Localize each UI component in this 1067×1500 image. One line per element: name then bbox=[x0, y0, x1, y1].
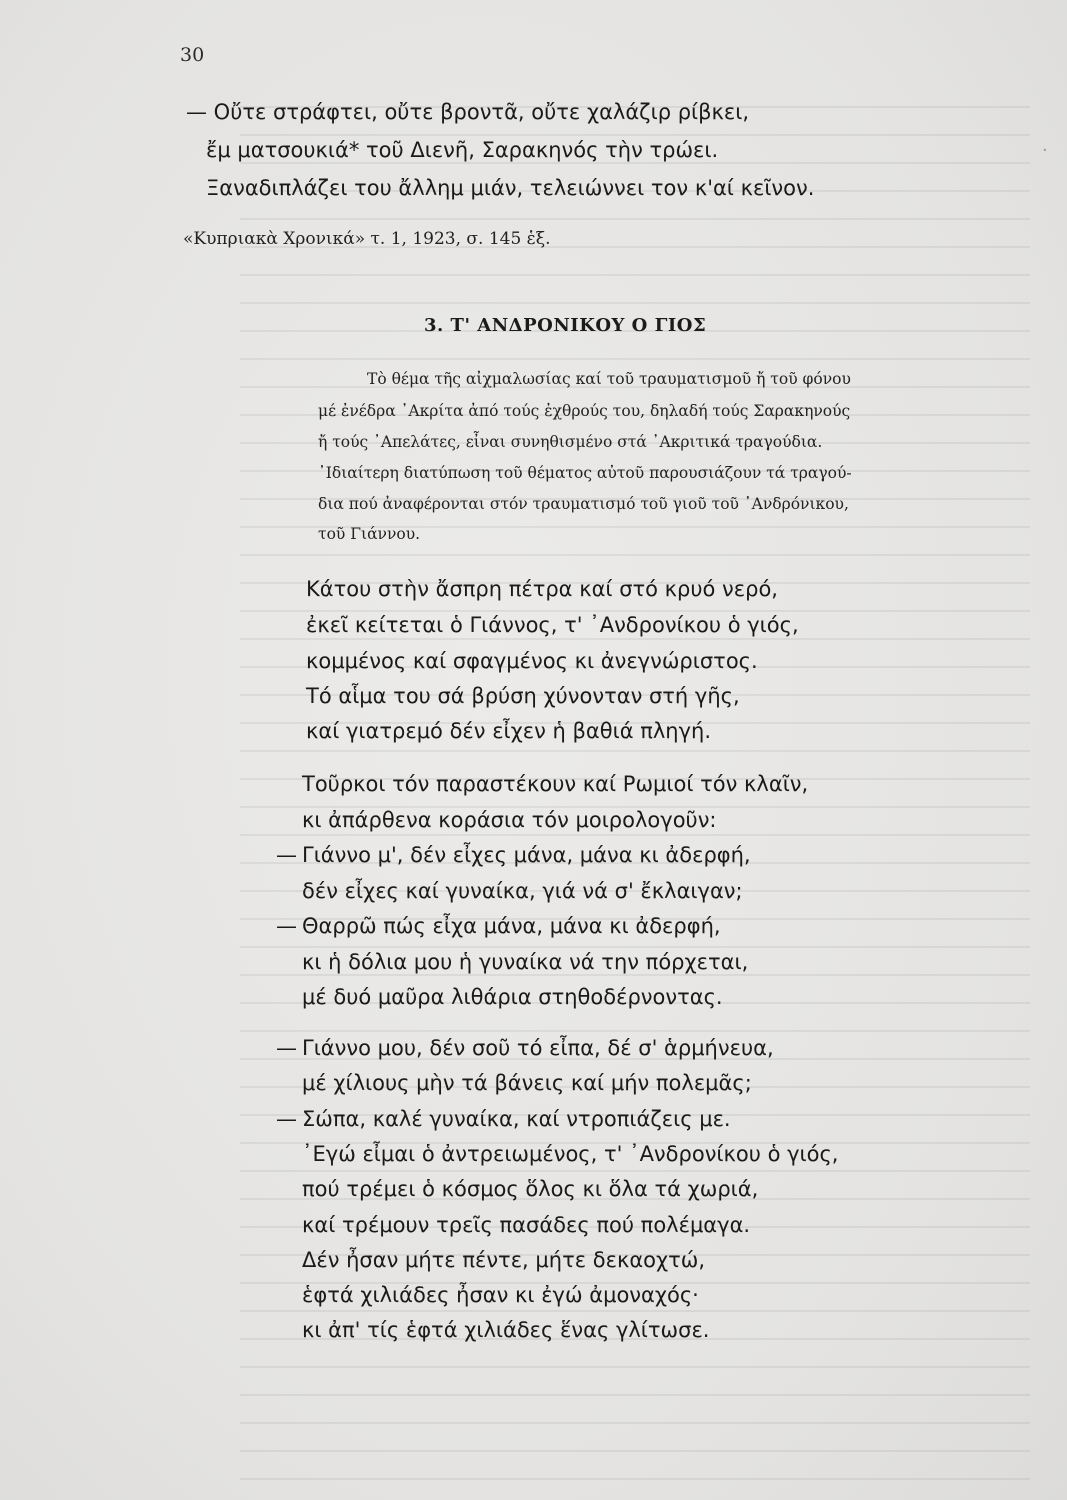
intro-line: δια πού ἀναφέρονται στόν τραυματισμό τοῦ γιοῦ τοῦ ᾿Ανδρόνικου, bbox=[318, 495, 849, 513]
stanza-3-line: καί τρέμουν τρεῖς πασάδες πού πολέμαγα. bbox=[302, 1212, 751, 1237]
stanza-1-line: ἐκεῖ κείτεται ὁ Γιάννος, τ' ᾿Ανδρονίκου ὁ γιός, bbox=[306, 613, 799, 637]
stanza-2-line: δέν εἶχες καί γυναίκα, γιά νά σ' ἔκλαιγαν; bbox=[302, 878, 743, 903]
stanza-3-line: Δέν ἦσαν μήτε πέντε, μήτε δεκαοχτώ, bbox=[302, 1247, 706, 1272]
stanza-1-line: Κάτου στὴν ἄσπρη πέτρα καί στό κρυό νερό, bbox=[306, 577, 778, 601]
opening-verse-line: Ξαναδιπλάζει του ἄλλημ μιάν, τελειώννει τον κ'αί κεῖνον. bbox=[206, 176, 815, 200]
intro-line: τοῦ Γιάννου. bbox=[318, 525, 421, 543]
intro-line: Τὸ θέμα τῆς αἰχμαλωσίας καί τοῦ τραυματισμοῦ ἤ τοῦ φόνου bbox=[367, 370, 851, 388]
stanza-1-line: καί γιατρεμό δέν εἶχεν ἡ βαθιά πληγή. bbox=[306, 719, 712, 743]
stanza-3-line: Γιάννο μου, δέν σοῦ τό εἶπα, δέ σ' ἁρμήνευα, bbox=[302, 1036, 774, 1060]
stanza-3-line: κι ἀπ' τίς ἑφτά χιλιάδες ἕνας γλίτωσε. bbox=[302, 1318, 710, 1343]
stanza-2-line: κι ἀπάρθενα κοράσια τόν μοιρολογοῦν: bbox=[302, 807, 717, 832]
opening-verse-line: ἔμ ματσουκιά* τοῦ Διενῆ, Σαρακηνός τὴν τρώει. bbox=[206, 138, 719, 162]
stanza-1-line: Τό αἷμα του σά βρύση χύνονταν στή γῆς, bbox=[306, 684, 740, 708]
page-number: 30 bbox=[180, 44, 205, 66]
stanza-2-line: Τοῦρκοι τόν παραστέκουν καί Ρωμιοί τόν κλαῖν, bbox=[302, 772, 809, 796]
stanza-1-line: κομμένος καί σφαγμένος κι ἀνεγνώριστος. bbox=[306, 649, 758, 673]
stanza-3-line: πού τρέμει ὁ κόσμος ὅλος κι ὅλα τά χωριά, bbox=[302, 1177, 759, 1202]
stanza-2-line: Γιάννο μ', δέν εἶχες μάνα, μάνα κι ἀδερφή, bbox=[302, 843, 751, 867]
section-heading: 3. Τ' ΑΝΔΡΟΝΙΚΟΥ Ο ΓΙΟΣ bbox=[424, 315, 707, 336]
source-citation: «Κυπριακὰ Χρονικά» τ. 1, 1923, σ. 145 ἑξ. bbox=[183, 229, 551, 249]
stanza-3-line: ᾿Εγώ εἶμαι ὁ ἀντρειωμένος, τ' ᾿Ανδρονίκου ὁ γιός, bbox=[302, 1141, 839, 1166]
opening-verse-line: — Οὔτε στράφτει, οὔτε βροντᾶ, οὔτε χαλάζιρ ρίβκει, bbox=[186, 100, 750, 124]
margin-mark: · bbox=[1042, 140, 1048, 161]
intro-line: μέ ἐνέδρα ᾿Ακρίτα ἀπό τούς ἐχθρούς του, δηλαδή τούς Σαρακηνούς bbox=[318, 402, 851, 420]
intro-line: ἤ τούς ᾿Απελάτες, εἶναι συνηθισμένο στά ᾿Ακριτικά τραγούδια. bbox=[318, 433, 823, 451]
stanza-3-line: Σώπα, καλέ γυναίκα, καί ντροπιάζεις με. bbox=[302, 1106, 731, 1131]
stanza-2-line: Θαρρῶ πώς εἶχα μάνα, μάνα κι ἀδερφή, bbox=[302, 914, 721, 938]
intro-line: ᾿Ιδιαίτερη διατύπωση τοῦ θέματος αὐτοῦ παρουσιάζουν τά τραγού- bbox=[318, 464, 852, 482]
stanza-2-dialogue-dash: — bbox=[276, 914, 297, 938]
stanza-3-dialogue-dash: — bbox=[276, 1106, 297, 1131]
stanza-2-line: κι ἡ δόλια μου ἡ γυναίκα νά την πόρχεται, bbox=[302, 949, 749, 974]
stanza-2-dialogue-dash: — bbox=[276, 843, 297, 867]
stanza-3-line: μέ χίλιους μὴν τά βάνεις καί μήν πολεμᾶς; bbox=[302, 1071, 752, 1096]
stanza-2-line: μέ δυό μαῦρα λιθάρια στηθοδέρνοντας. bbox=[302, 985, 723, 1009]
stanza-3-dialogue-dash: — bbox=[276, 1036, 297, 1060]
stanza-3-line: ἑφτά χιλιάδες ἦσαν κι ἐγώ ἀμοναχός· bbox=[302, 1283, 699, 1308]
